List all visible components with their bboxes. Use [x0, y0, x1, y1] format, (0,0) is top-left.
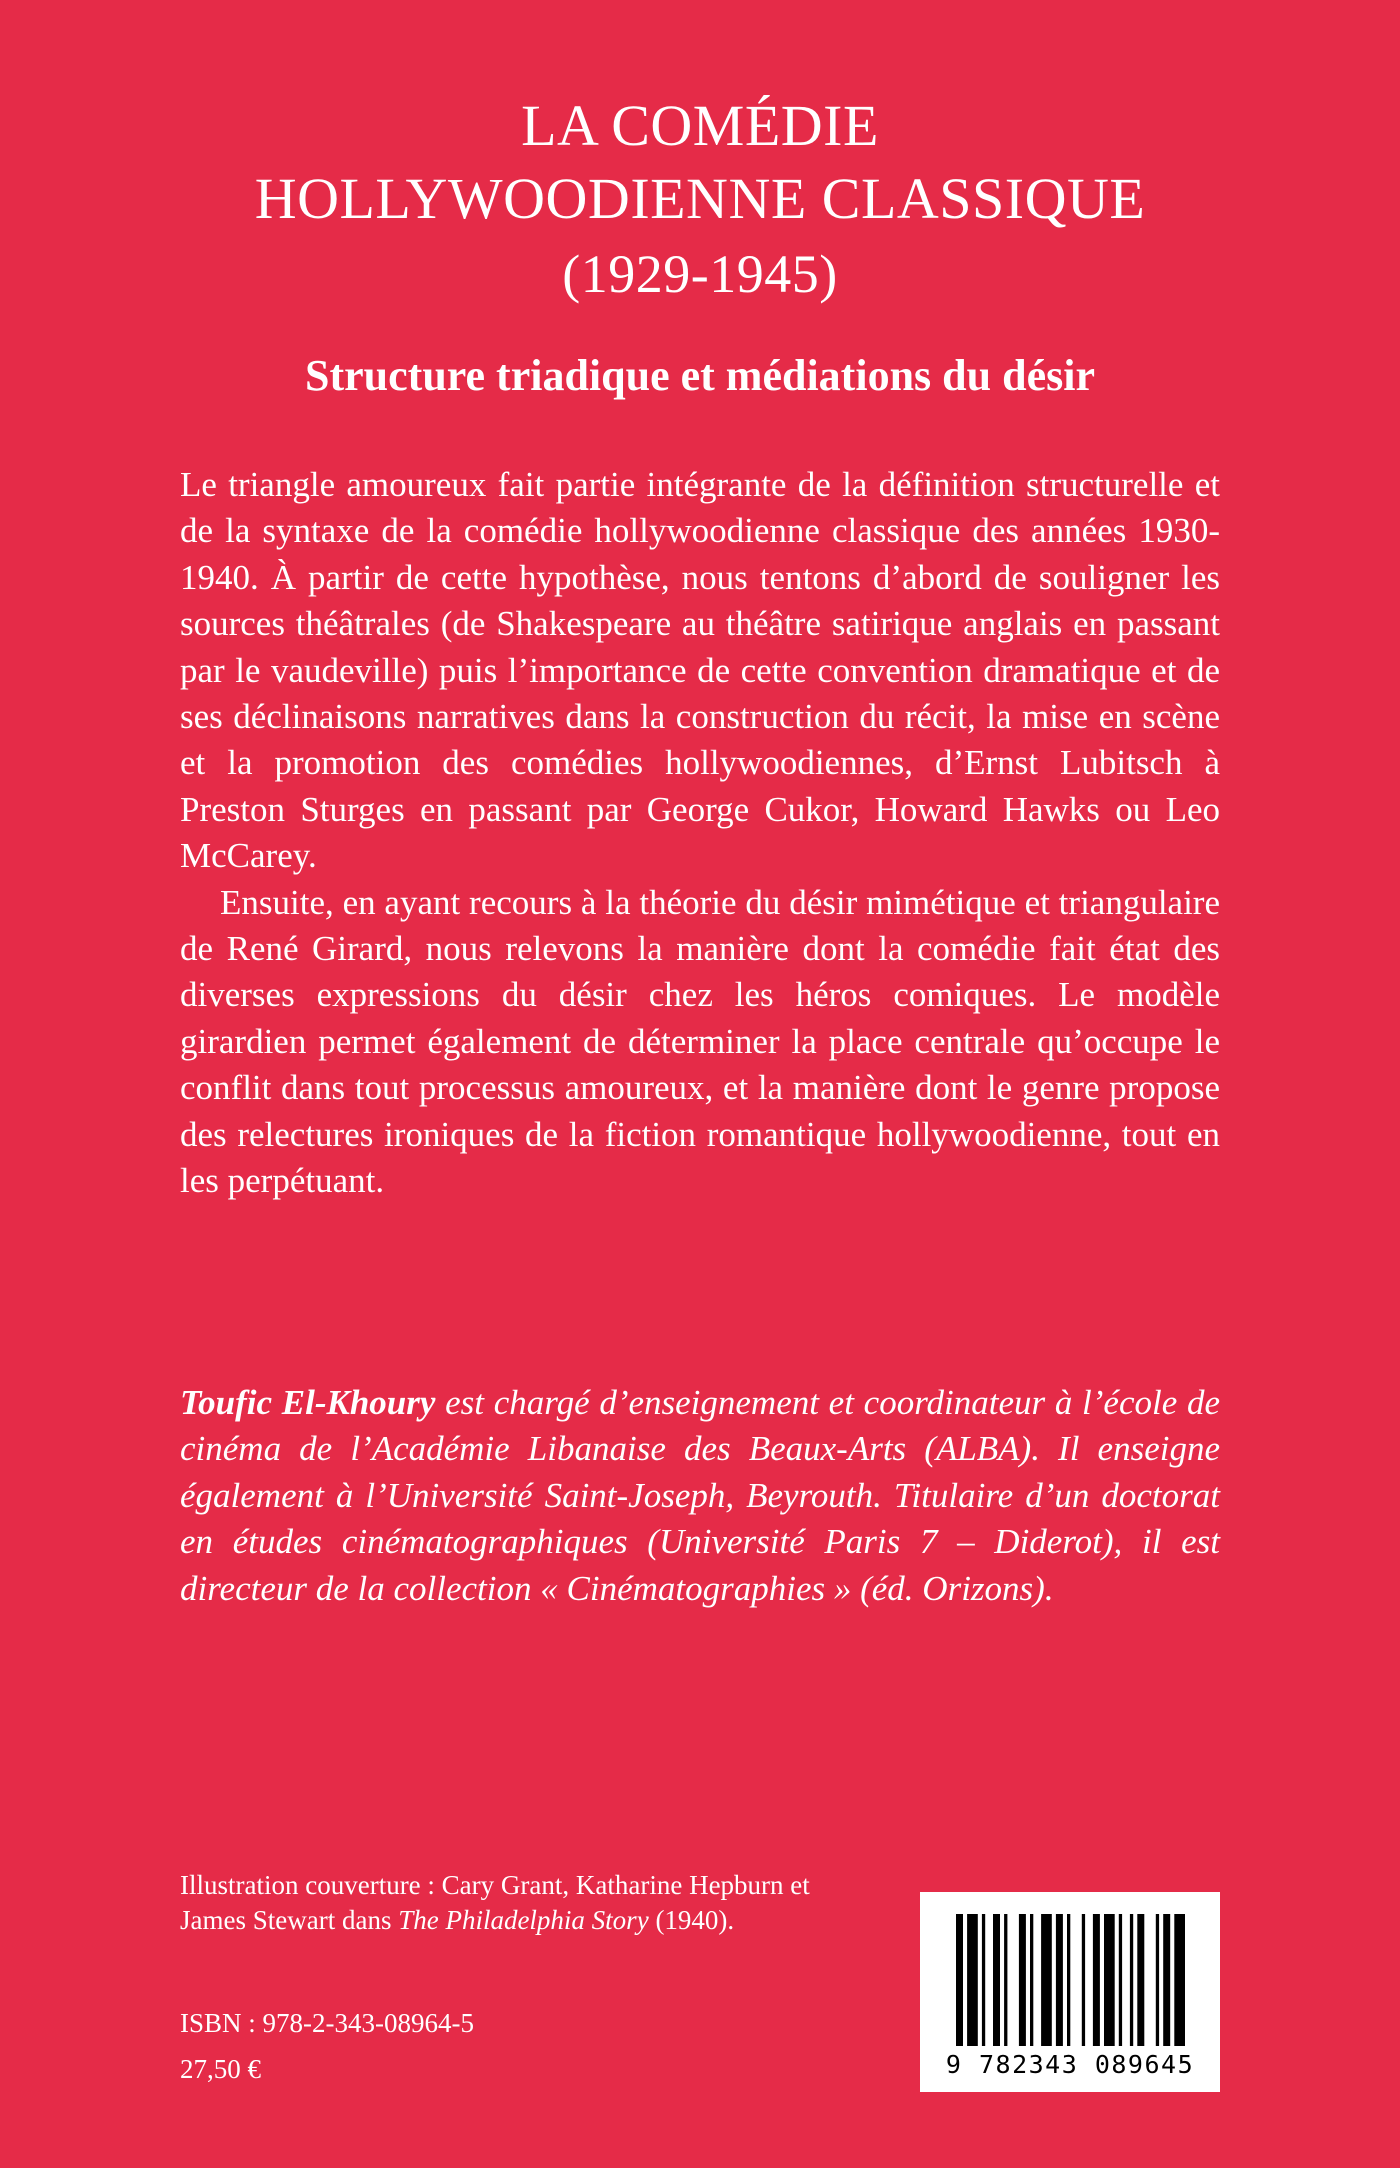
blurb — [180, 462, 1220, 1205]
blurb-paragraph-2: Ensuite, en ayant recours à la théorie du désir mimétique et triangulaire de René Girard, nous relevons la manière dont la comédie fait état des diverses expressions du désir chez les héros comiques. Le modèle girardien permet également de déterminer la place centrale qu’occupe le conflit dans tout processus amoureux, et la manière dont le genre propose des relectures ironiques de la fiction romantique hollywoodienne, tout en les perpétuant. — [180, 882, 1220, 1201]
barcode — [920, 1892, 1220, 2092]
film-year: (1940). — [648, 1905, 735, 1935]
barcode-bar — [1030, 1914, 1033, 2046]
title-line-1: LA COMÉDIE — [521, 93, 879, 158]
barcode-digits: 9 782343 089645 — [945, 2050, 1195, 2079]
barcode-bar — [993, 1914, 1000, 2046]
barcode-bar — [1137, 1914, 1144, 2046]
illustration-credits — [180, 1868, 840, 1938]
barcode-bar — [1130, 1914, 1133, 2046]
illustration-credit-line — [180, 1868, 840, 1938]
title-years: (1929-1945) — [562, 244, 838, 304]
title-line-2: HOLLYWOODIENNE CLASSIQUE — [254, 166, 1146, 231]
barcode-bar — [1041, 1914, 1052, 2046]
author-bio — [180, 1380, 1220, 1612]
blurb-paragraph-1: Le triangle amoureux fait partie intégrante de la définition structurelle et de la syntaxe de la comédie hollywoodienne classique des années 1930-1940. À partir de cette hypothèse, nous tentons d’abord de souligner les sources théâtrales (de Shakespeare au théâtre satirique anglais en passant par le vaudeville) puis l’importance de cette convention dramatique et de ses déclinaisons narratives dans la construction du récit, la mise en scène et la promotion des comédies hollywoodiennes, d’Ernst Lubitsch à Preston Sturges en passant par George Cukor, Howard Hawks ou Leo McCarey. — [180, 465, 1220, 876]
barcode-bar — [967, 1914, 978, 2046]
illustration-credit-prefix: Illustration couverture : Cary Grant, Katharine Hepburn et James Stewart dans — [180, 1870, 810, 1935]
barcode-bar — [1104, 1914, 1115, 2046]
barcode-bar — [1119, 1914, 1122, 2046]
price: 27,50 € — [180, 2054, 261, 2084]
barcode-bar — [1174, 1914, 1185, 2046]
barcode-bar — [1163, 1914, 1170, 2046]
subtitle: Structure triadique et médiations du désir — [305, 351, 1095, 400]
isbn: ISBN : 978-2-343-08964-5 — [180, 2008, 474, 2038]
barcode-bar — [956, 1914, 963, 2046]
barcode-bar — [1082, 1914, 1085, 2046]
barcode-bar — [982, 1914, 985, 2046]
barcode-bar — [1056, 1914, 1063, 2046]
author-name: Toufic El-Khoury — [180, 1383, 436, 1422]
author-bio-text: est chargé d’enseignement et coordinateur à l’école de cinéma de l’Académie Libanaise des Beaux-Arts (ALBA). Il enseigne également à l’Université Saint-Joseph, Beyrouth. Titulaire d’un doctorat en études cinématographiques (Université Paris 7 – Diderot), il est directeur de la collection « Cinématographies » (éd. Orizons). — [180, 1383, 1221, 1608]
barcode-bar — [1019, 1914, 1026, 2046]
barcode-bar — [1067, 1914, 1070, 2046]
barcode-bar — [1004, 1914, 1007, 2046]
film-title: The Philadelphia Story — [398, 1905, 649, 1935]
barcode-bar — [1093, 1914, 1100, 2046]
barcode-bar — [1156, 1914, 1159, 2046]
